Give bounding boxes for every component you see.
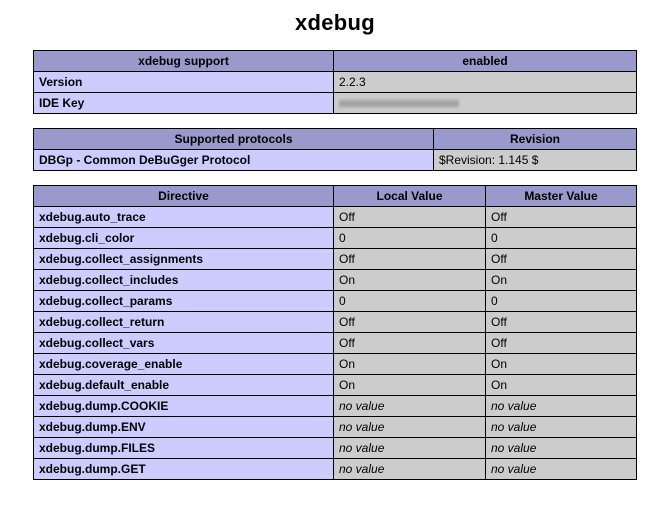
directive-name: xdebug.dump.ENV — [34, 417, 334, 438]
directive-value — [334, 93, 637, 114]
local-value-text: no value — [339, 420, 385, 434]
table-row — [34, 93, 637, 114]
table-row — [34, 228, 637, 249]
master-value-text: no value — [491, 420, 537, 434]
table-row — [34, 150, 637, 171]
local-value: Off — [334, 333, 486, 354]
table-row — [34, 312, 637, 333]
local-value: On — [334, 270, 486, 291]
table-row — [34, 375, 637, 396]
xdebug-support-table — [33, 50, 637, 114]
local-value-text: no value — [339, 441, 385, 455]
master-value-text: no value — [491, 462, 537, 476]
table-header-row — [34, 186, 637, 207]
table-row — [34, 417, 637, 438]
directive-name: xdebug.collect_params — [34, 291, 334, 312]
master-value — [486, 417, 637, 438]
directive-name: xdebug.auto_trace — [34, 207, 334, 228]
master-value: On — [486, 375, 637, 396]
local-value-text: no value — [339, 399, 385, 413]
table-header-row — [34, 129, 637, 150]
master-value: Off — [486, 249, 637, 270]
directive-name: IDE Key — [34, 93, 334, 114]
master-value-text: no value — [491, 441, 537, 455]
column-header: Supported protocols — [34, 129, 434, 150]
master-value — [486, 459, 637, 480]
table-row — [34, 333, 637, 354]
table-row — [34, 438, 637, 459]
directive-name: xdebug.cli_color — [34, 228, 334, 249]
column-header: enabled — [334, 51, 637, 72]
directive-name: Version — [34, 72, 334, 93]
local-value — [334, 459, 486, 480]
local-value — [334, 396, 486, 417]
master-value: Off — [486, 333, 637, 354]
local-value: On — [334, 354, 486, 375]
table-row — [34, 207, 637, 228]
directive-name: xdebug.dump.COOKIE — [34, 396, 334, 417]
local-value: 0 — [334, 228, 486, 249]
directive-name: xdebug.collect_includes — [34, 270, 334, 291]
local-value — [334, 417, 486, 438]
column-header: Directive — [34, 186, 334, 207]
directive-name: xdebug.collect_vars — [34, 333, 334, 354]
table-header-row — [34, 51, 637, 72]
column-header: xdebug support — [34, 51, 334, 72]
directives-table — [33, 185, 637, 480]
table-row — [34, 354, 637, 375]
column-header: Local Value — [334, 186, 486, 207]
protocol-name: DBGp - Common DeBuGger Protocol — [34, 150, 434, 171]
protocol-revision: $Revision: 1.145 $ — [434, 150, 637, 171]
table-row — [34, 72, 637, 93]
redacted-value — [339, 99, 459, 108]
local-value — [334, 438, 486, 459]
local-value: Off — [334, 249, 486, 270]
local-value-text: no value — [339, 462, 385, 476]
table-row — [34, 249, 637, 270]
page-title: xdebug — [294, 10, 376, 35]
directive-value: 2.2.3 — [334, 72, 637, 93]
supported-protocols-table — [33, 128, 637, 171]
master-value: On — [486, 354, 637, 375]
master-value-text: no value — [491, 399, 537, 413]
master-value: On — [486, 270, 637, 291]
column-header: Revision — [434, 129, 637, 150]
directive-name: xdebug.default_enable — [34, 375, 334, 396]
phpinfo-page — [0, 10, 670, 480]
directive-name: xdebug.coverage_enable — [34, 354, 334, 375]
table-row — [34, 396, 637, 417]
master-value: 0 — [486, 291, 637, 312]
directive-name: xdebug.dump.GET — [34, 459, 334, 480]
master-value: 0 — [486, 228, 637, 249]
local-value: 0 — [334, 291, 486, 312]
table-row — [34, 270, 637, 291]
master-value: Off — [486, 312, 637, 333]
column-header: Master Value — [486, 186, 637, 207]
directive-name: xdebug.collect_return — [34, 312, 334, 333]
local-value: On — [334, 375, 486, 396]
local-value: Off — [334, 207, 486, 228]
master-value — [486, 438, 637, 459]
master-value — [486, 396, 637, 417]
directive-name: xdebug.collect_assignments — [34, 249, 334, 270]
table-row — [34, 459, 637, 480]
master-value: Off — [486, 207, 637, 228]
table-row — [34, 291, 637, 312]
local-value: Off — [334, 312, 486, 333]
directive-name: xdebug.dump.FILES — [34, 438, 334, 459]
